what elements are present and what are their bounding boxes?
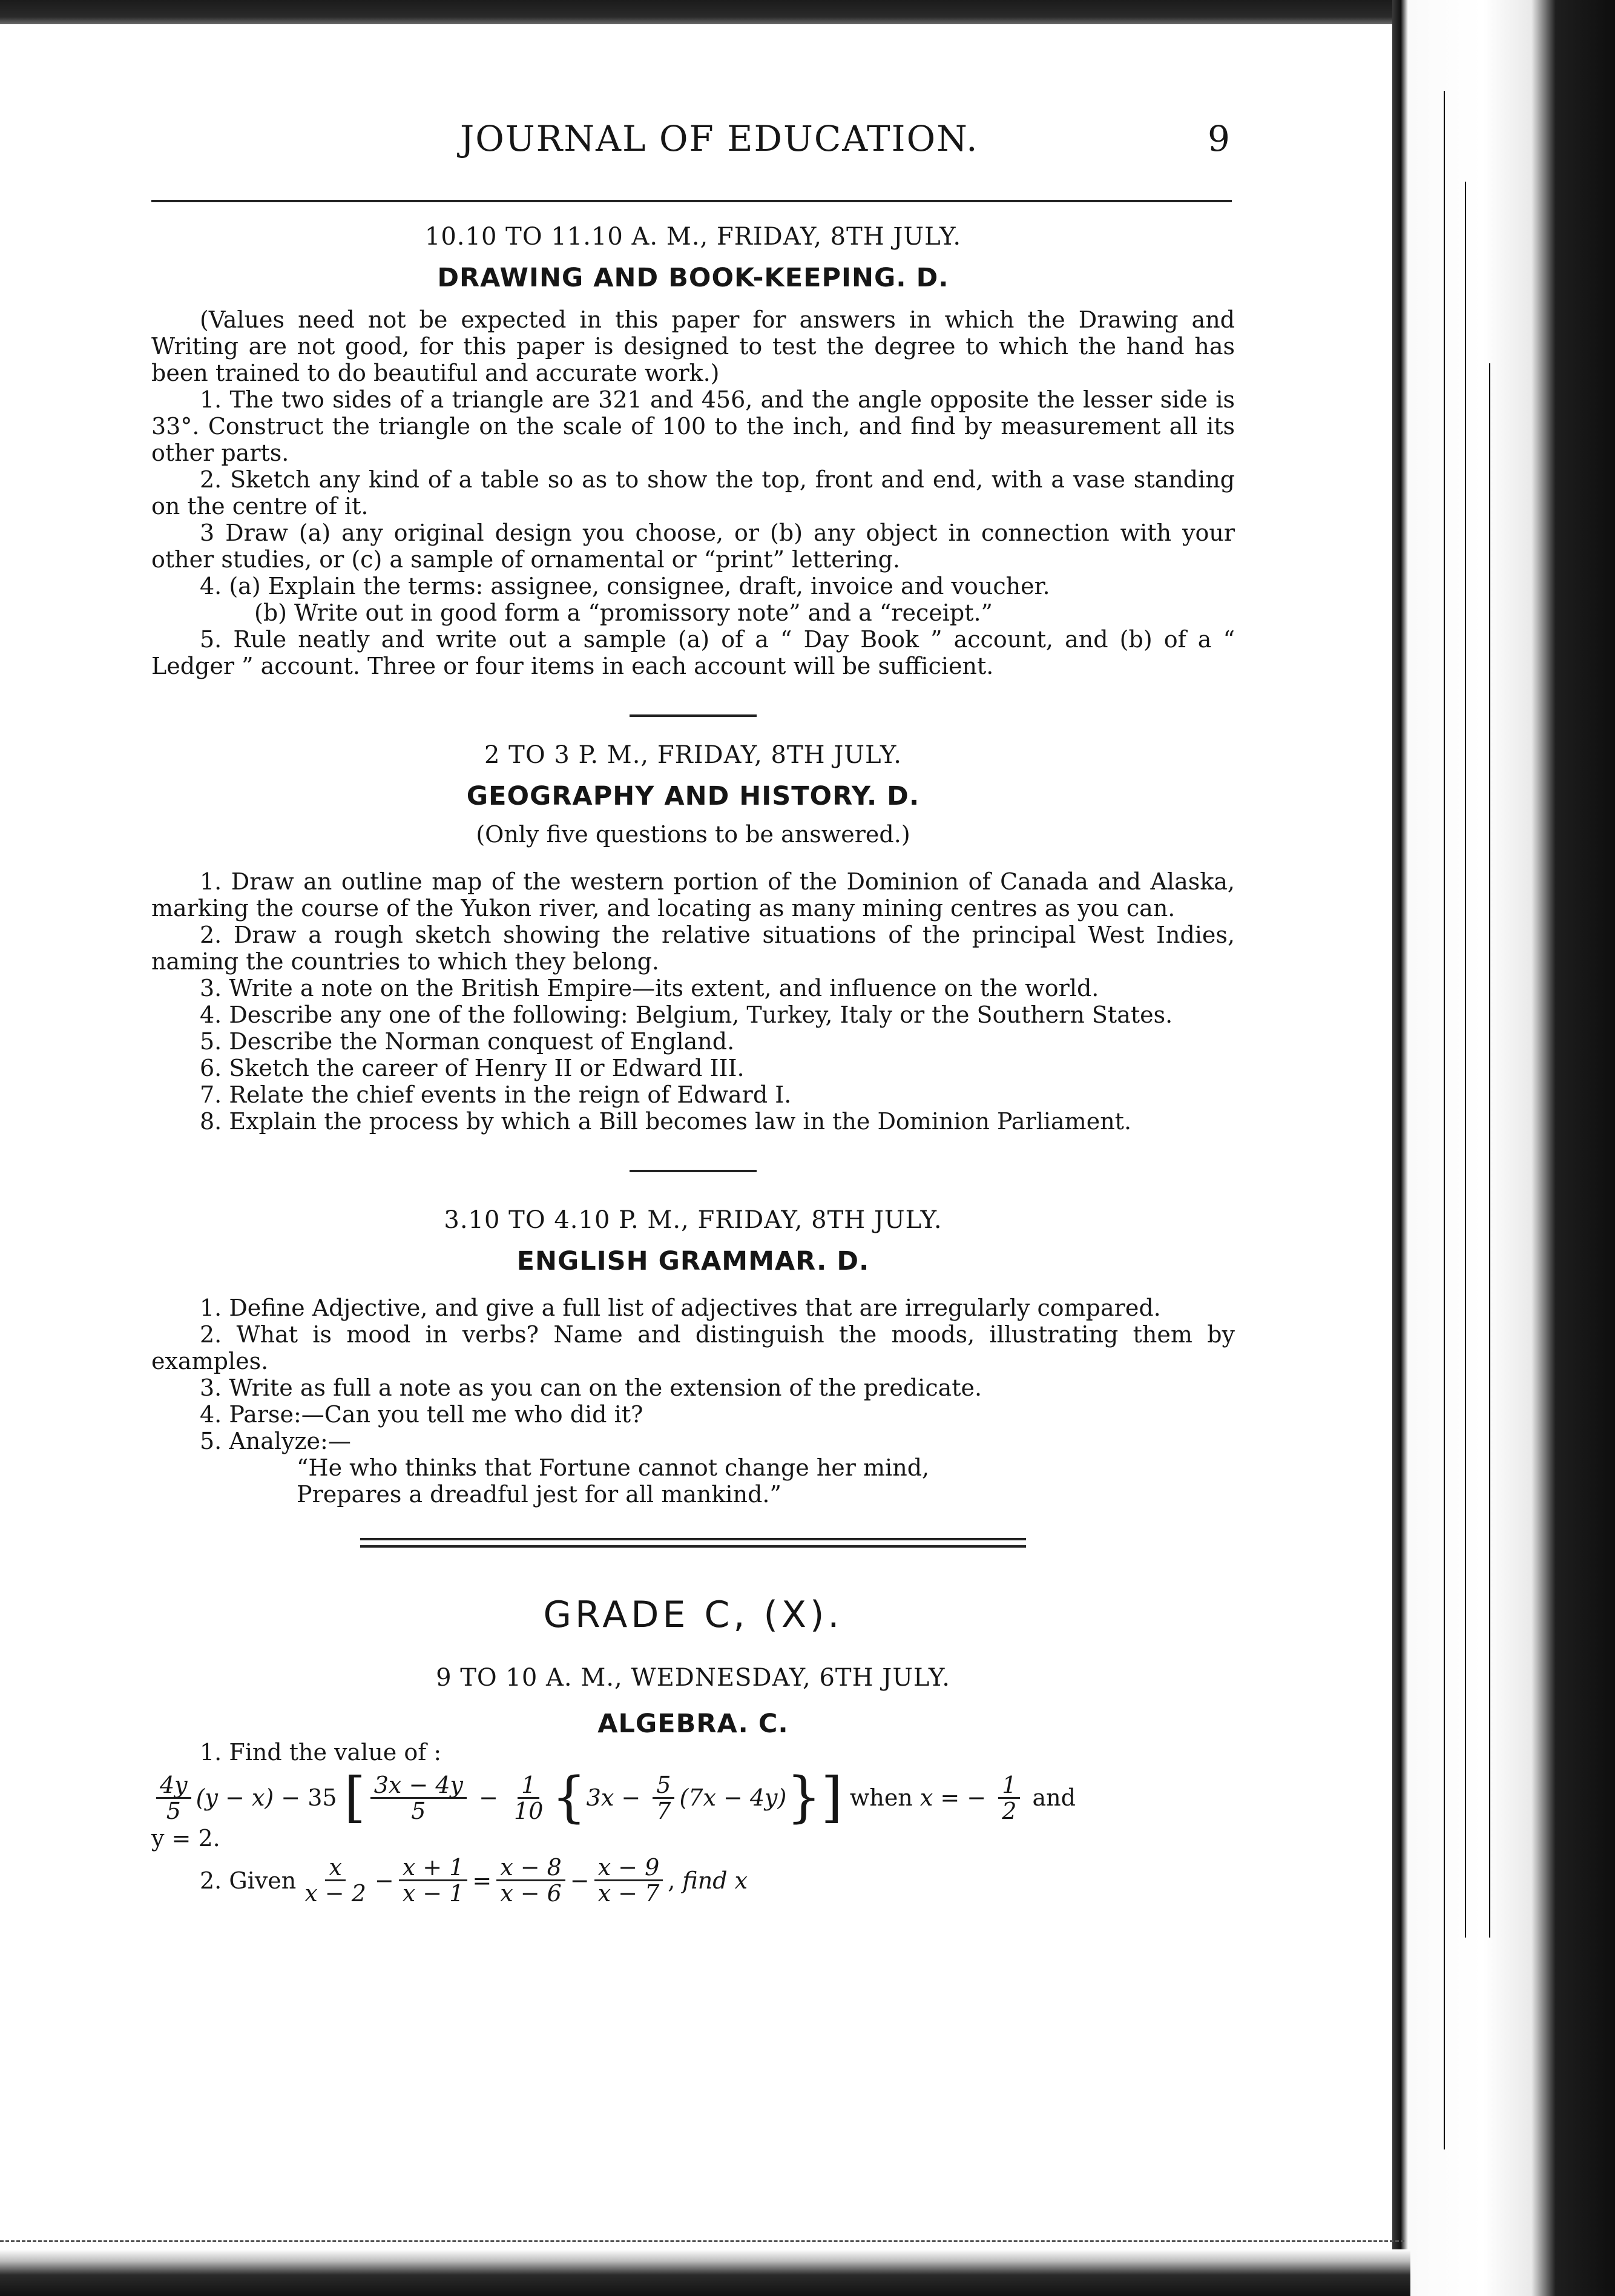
grade-divider (360, 1545, 1026, 1548)
scan-edge-top (0, 0, 1410, 24)
section-note: (Only five questions to be answered.) (476, 821, 910, 848)
journal-page (151, 118, 1235, 1905)
page-number: 9 (1208, 118, 1230, 159)
fraction: $\frac{x - 8}{x - 6}$ (496, 1855, 565, 1905)
section-time: 3.10 TO 4.10 P. M., FRIDAY, 8TH JULY. (444, 1206, 942, 1234)
fraction: $\frac{x}{x - 2}$ (304, 1854, 366, 1907)
section-title: ENGLISH GRAMMAR. D. (516, 1246, 870, 1276)
fraction: $\frac{4y}{5}$ (156, 1773, 191, 1823)
fraction: $\frac{x + 1}{x - 1}$ (399, 1855, 468, 1905)
scan-edge-bottom (0, 2249, 1410, 2296)
section-title: ALGEBRA. C. (597, 1709, 789, 1739)
question: (b) Write out in good form a “promissory note” and a “receipt.” (254, 599, 993, 626)
question: 3 Draw (a) any original design you choose, or (b) any object in connection with your other studies, or (c) a sample of ornamental or “print” lettering. (151, 520, 1235, 573)
journal-title: JOURNAL OF EDUCATION. (460, 118, 979, 159)
section-divider (630, 1170, 757, 1172)
question: 3. Write a note on the British Empire—its extent, and influence on the world. (200, 975, 1099, 1001)
question: 5. Analyze:— (200, 1428, 351, 1454)
header-rule (151, 200, 1232, 202)
question: 1. Find the value of : (200, 1739, 442, 1766)
question: 2. What is mood in verbs? Name and distinguish the moods, illustrating them by examples. (151, 1321, 1235, 1374)
question: 4. (a) Explain the terms: assignee, consignee, draft, invoice and voucher. (200, 573, 1050, 599)
quoted-verse: “He who thinks that Fortune cannot change her mind, (297, 1454, 930, 1481)
scan-edge-right (1392, 0, 1615, 2296)
question: 5. Rule neatly and write out a sample (a) of a “ Day Book ” account, and (b) of a “ Ledger ” account. Three or four items in each account will be sufficient. (151, 626, 1235, 679)
algebra-expression: $\frac{4y}{5}$ (y − x) − 35 [ $\frac{3x - 4y}{5}$ − $\frac{1}{10}$ { 3x − $\frac{5}{7}$ (7x − 4y) } ] when x = − $\frac{1}{2}$ and (151, 1770, 1235, 1825)
question-list (151, 306, 1235, 679)
section-time: 10.10 TO 11.10 A. M., FRIDAY, 8TH JULY. (424, 223, 962, 251)
section-divider (630, 714, 757, 717)
fraction: $\frac{3x - 4y}{5}$ (370, 1773, 467, 1823)
fraction: $\frac{x - 9}{x - 7}$ (594, 1855, 663, 1905)
question-tail: find x (682, 1867, 748, 1894)
question: 4. Describe any one of the following: Belgium, Turkey, Italy or the Southern States. (200, 1001, 1173, 1028)
question: 4. Parse:—Can you tell me who did it? (200, 1401, 643, 1428)
grade-heading: GRADE C, (X). (543, 1594, 843, 1636)
section-intro: (Values need not be expected in this paper for answers in which the Drawing and Writing are not good, for this paper is designed to test the degree to which the hand has been trained to do beautiful and accurate work.) (151, 306, 1235, 386)
question: 2. Draw a rough sketch showing the relative situations of the principal West Indies, naming the countries to which they belong. (151, 922, 1235, 975)
section-time: 2 TO 3 P. M., FRIDAY, 8TH JULY. (484, 741, 902, 769)
question-lead: 2. Given (200, 1867, 297, 1894)
question: 1. The two sides of a triangle are 321 and 456, and the angle opposite the lesser side is 33°. Construct the triangle on the scale of 100 to the inch, and find by measurement all its other parts. (151, 386, 1235, 466)
quoted-verse: Prepares a dreadful jest for all mankind.” (297, 1481, 781, 1508)
grade-divider (360, 1538, 1026, 1540)
question: 7. Relate the chief events in the reign of Edward I. (200, 1081, 792, 1108)
fraction: $\frac{1}{2}$ (998, 1773, 1020, 1823)
question-list (151, 868, 1235, 1135)
section-title: GEOGRAPHY AND HISTORY. D. (466, 781, 920, 811)
question: 3. Write as full a note as you can on the extension of the predicate. (200, 1374, 982, 1401)
section-time: 9 TO 10 A. M., WEDNESDAY, 6TH JULY. (436, 1664, 950, 1692)
fraction: $\frac{1}{10}$ (514, 1771, 544, 1824)
question-tail: y = 2. (151, 1825, 220, 1852)
section-title: DRAWING AND BOOK-KEEPING. D. (437, 263, 949, 293)
page-header (151, 118, 1235, 167)
question: 8. Explain the process by which a Bill becomes law in the Dominion Parliament. (200, 1108, 1132, 1135)
question: 2. Sketch any kind of a table so as to show the top, front and end, with a vase standing on the centre of it. (151, 466, 1235, 520)
scan-dash-line (0, 2240, 1404, 2242)
algebra-equation: 2. Given $\frac{x}{x - 2}$ − $\frac{x + 1}{x - 1}$ = $\frac{x - 8}{x - 6}$ − $\frac{x - 9}{x - 7}$ , find x (200, 1854, 748, 1907)
question: 6. Sketch the career of Henry II or Edward III. (200, 1055, 745, 1081)
question-list (151, 1295, 1235, 1508)
question: 1. Define Adjective, and give a full list of adjectives that are irregularly compared. (200, 1295, 1161, 1321)
question: 1. Draw an outline map of the western portion of the Dominion of Canada and Alaska, marking the course of the Yukon river, and locating as many mining centres as you can. (151, 868, 1235, 922)
fraction: $\frac{5}{7}$ (653, 1773, 674, 1823)
question: 5. Describe the Norman conquest of England. (200, 1028, 735, 1055)
